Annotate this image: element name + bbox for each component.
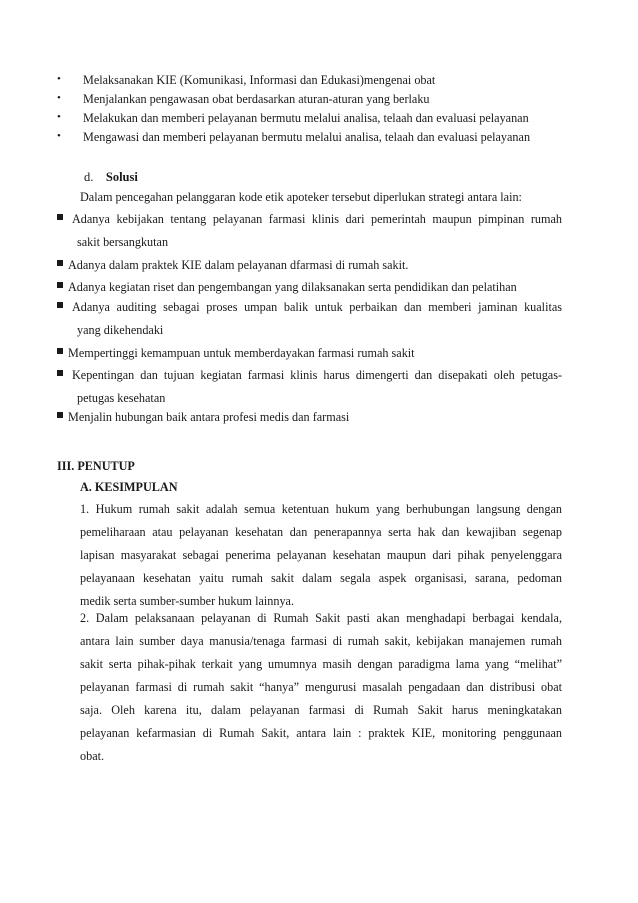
section-marker: d. (84, 170, 94, 184)
list-item-text: Menjalankan pengawasan obat berdasarkan aturan-aturan yang berlaku (83, 92, 430, 106)
paragraph-line: pelayanaan kesehatan yaitu rumah sakit dalam segala aspek organisasi, sarana, pedoman (80, 571, 562, 585)
square-bullet-icon (57, 260, 63, 266)
paragraph-line: pelayanan farmasi di rumah sakit “hanya” mengurusi masalah pengadaan dan distribusi obat (80, 680, 562, 694)
paragraph-line: saja. Oleh karena itu, dalam pelayanan farmasi di Rumah Sakit harus meningkatakan (80, 703, 562, 717)
section-title: Solusi (105, 170, 138, 184)
square-bullet-icon (57, 412, 63, 418)
bullet-marker: • (57, 111, 61, 123)
list-item-text: Melaksanakan KIE (Komunikasi, Informasi dan Edukasi)mengenai obat (83, 73, 436, 87)
list-item-text: Menjalin hubungan baik antara profesi medis dan farmasi (68, 410, 350, 424)
bullet-marker: • (57, 73, 61, 85)
paragraph-line: sakit serta pihak-pihak terkait yang umumnya masih dengan paradigma lama yang “melihat” (80, 657, 562, 671)
list-item-text: Mempertinggi kemampuan untuk memberdayakan farmasi rumah sakit (68, 346, 415, 360)
list-item-text: Kepentingan dan tujuan kegiatan farmasi klinis harus dimengerti dan disepakati oleh petugas- (72, 368, 562, 382)
section-heading-solusi (84, 170, 138, 185)
list-item-text: Melakukan dan memberi pelayanan bermutu melalui analisa, telaah dan evaluasi pelayanan (83, 111, 529, 125)
square-bullet-icon (57, 348, 63, 354)
square-bullet-icon (57, 282, 63, 288)
paragraph-line: 1. Hukum rumah sakit adalah semua ketentuan hukum yang berhubungan langsung dengan (80, 502, 562, 516)
bullet-marker: • (57, 92, 61, 104)
list-item-text: Adanya kebijakan tentang pelayanan farmasi klinis dari pemerintah maupun pimpinan rumah (72, 212, 562, 226)
list-item-continuation: petugas kesehatan (77, 391, 166, 405)
square-bullet-icon (57, 302, 63, 308)
list-item-text: Adanya dalam praktek KIE dalam pelayanan dfarmasi di rumah sakit. (68, 258, 409, 272)
paragraph-line: obat. (80, 749, 105, 763)
square-bullet-icon (57, 214, 63, 220)
paragraph-line: lapisan masyarakat sebagai penerima pelayanan kesehatan maupun dari pihak penyelenggara (80, 548, 562, 562)
list-item-text: Mengawasi dan memberi pelayanan bermutu melalui analisa, telaah dan evaluasi pelayanan (83, 130, 531, 144)
list-item-continuation: sakit bersangkutan (77, 235, 169, 249)
paragraph-line: pelayanan kefarmasian di Rumah Sakit, antara lain : praktek KIE, monitoring penggunaan (80, 726, 562, 740)
list-item-text: Adanya kegiatan riset dan pengembangan yang dilaksanakan serta pendidikan dan pelatihan (68, 280, 517, 294)
list-item-continuation: yang dikehendaki (77, 323, 164, 337)
square-bullet-icon (57, 370, 63, 376)
paragraph-line: antara lain sumber daya manusia/tenaga farmasi di rumah sakit, kebijakan manajemen rumah (80, 634, 562, 648)
paragraph-line: medik serta sumber-sumber hukum lainnya. (80, 594, 295, 608)
paragraph-line: pemeliharaan atau pelayanan kesehatan dan penerapannya serta hak dan kewajiban segenap (80, 525, 562, 539)
intro-paragraph: Dalam pencegahan pelanggaran kode etik apoteker tersebut diperlukan strategi antara lain: (80, 190, 522, 204)
list-item-text: Adanya auditing sebagai proses umpan balik untuk perbaikan dan memberi jaminan kualitas (72, 300, 562, 314)
paragraph-line: 2. Dalam pelaksanaan pelayanan di Rumah Sakit pasti akan menghadapi berbagai kendala, (80, 611, 562, 625)
chapter-heading: III. PENUTUP (57, 459, 135, 473)
bullet-marker: • (57, 130, 61, 142)
subsection-heading: A. KESIMPULAN (80, 480, 178, 494)
